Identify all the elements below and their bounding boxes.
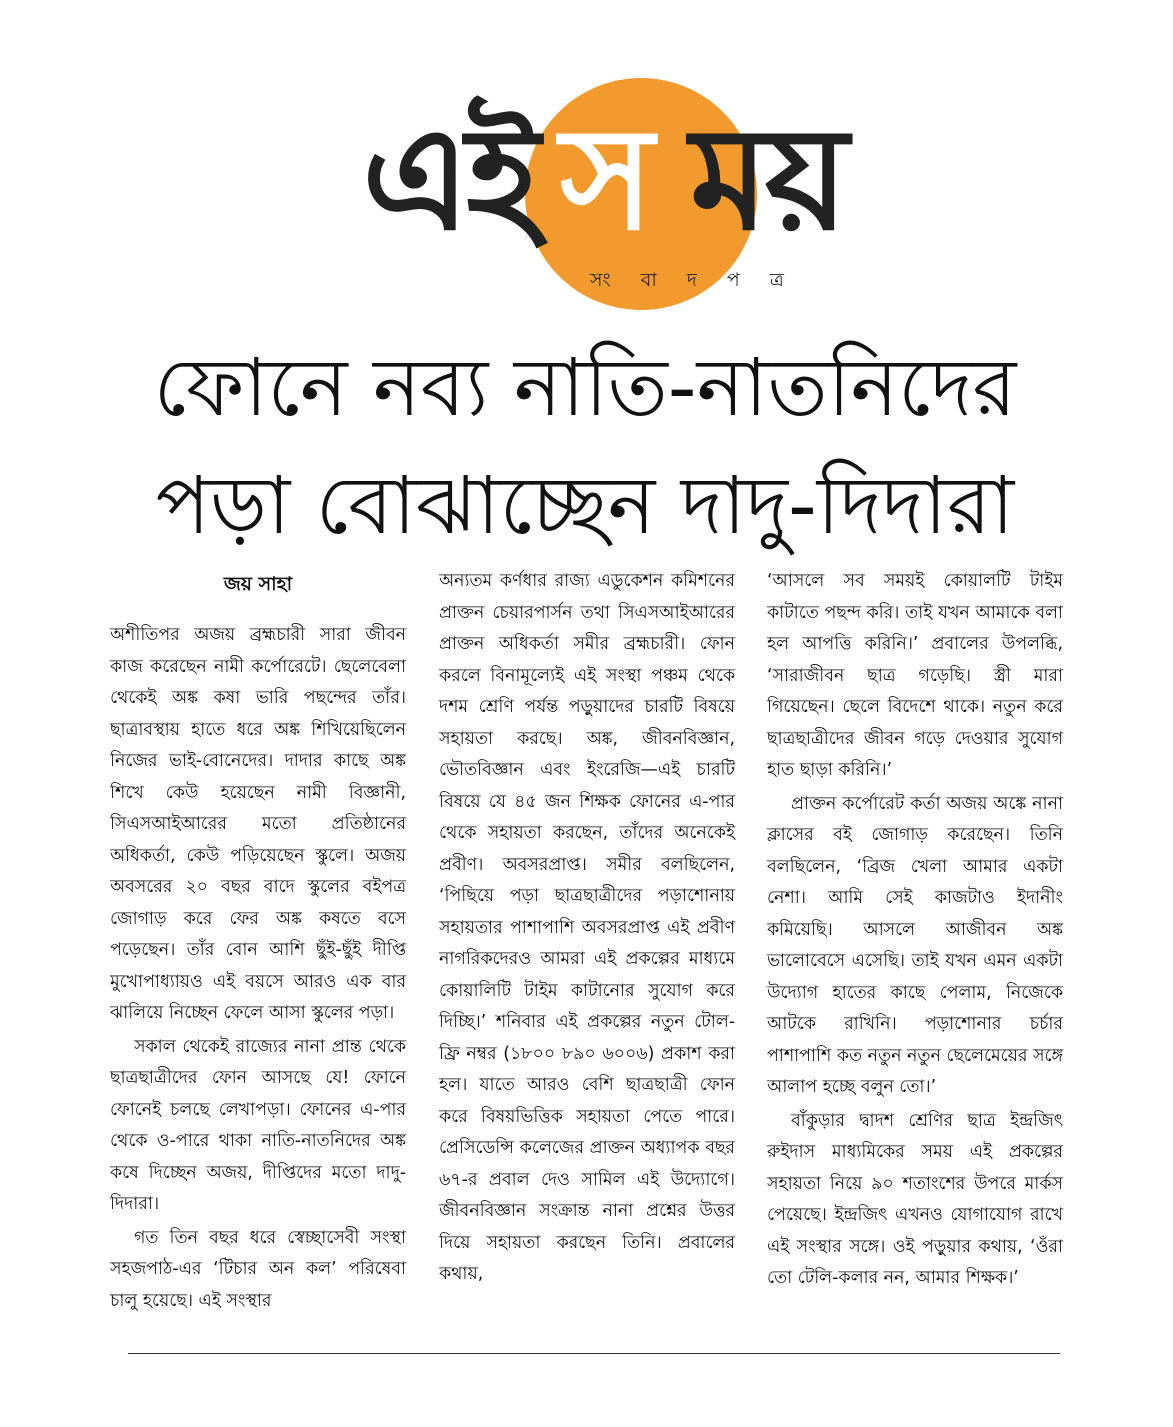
paragraph: অন্যতম কর্ণধার রাজ্য এডুকেশন কমিশনের প্রাক্তন চেয়ারপার্সন তথা সিএসআইআরের প্রাক্তন অধিকর্তা সমীর ব্রহ্মচারী। ফোন করলে বিনামূল্যেই এই সংস্থা পঞ্চম থেকে দশম শ্রেণি পর্যন্ত পড়ুয়াদের চারটি বিষয়ে সহায়তা করছে। অঙ্ক, জীবনবিজ্ঞান, ভৌতবিজ্ঞান এবং ইংরেজি—এই চারটি বিষয়ে যে ৪৫ জন শিক্ষক ফোনের এ-পার থেকে সহায়তা করছেন, তাঁদের অনেকেই প্রবীণ। অবসরপ্রাপ্ত। সমীর বলছিলেন, ‘পিছিয়ে পড়া ছাত্রছাত্রীদের পড়াশোনায় সহায়তার পাশাপাশি অবসরপ্রাপ্ত এই প্রবীণ নাগরিকদেরও আমরা এই প্রকল্পের মাধ্যমে কোয়ালিটি টাইম কাটানোর সুযোগ করে দিচ্ছি।’ শনিবার এই প্রকল্পের নতুন টোল-ফ্রি নম্বর (১৮০০ ৮৯০ ৬০০৬) প্রকাশ করা হল। যাতে আরও বেশি ছাত্রছাত্রী ফোন করে বিষয়ভিত্তিক সহায়তা পেতে পারে। প্রেসিডেন্সি কলেজের প্রাক্তন অধ্যাপক বছর ৬৭-র প্রবাল দেও সামিল এই উদ্যোগে। জীবনবিজ্ঞান সংক্রান্ত নানা প্রশ্নের উত্তর দিয়ে সহায়তা করছেন তিনি। প্রবালের কথায়, [439,571,735,1284]
logo-text-right: ময় [690,97,845,262]
logo-subtitle: সং বা দ প ত্র [590,269,796,291]
bottom-divider [128,1353,1060,1354]
headline-line-1: ফোনে নব্য নাতি-নাতনিদের [153,341,1017,434]
paragraph: অশীতিপর অজয় ব্রহ্মচারী সারা জীবন কাজ করেছেন নামী কর্পোরেটে। ছেলেবেলা থেকেই অঙ্ক কষা ভারি পছন্দের তাঁর। ছাত্রাবস্থায় হাতে ধরে অঙ্ক শিখিয়েছিলেন নিজের ভাই-বোনেদের। দাদার কাছে অঙ্ক শিখে কেউ হয়েছেন নামী বিজ্ঞানী, সিএসআইআরের মতো প্রতিষ্ঠানের অধিকর্তা, কেউ পড়িয়েছেন স্কুলে। অজয় অবসরের ২০ বছর বাদে স্কুলের বইপত্র জোগাড় করে ফের অঙ্ক কষতে বসে পড়েছেন। তাঁর বোন আশি ছুঁই-ছুঁই দীপ্তি মুখোপাধ্যায়ও এই বয়সে আরও এক বার ঝালিয়ে নিচ্ছেন ফেলে আসা স্কুলের পড়া। [110,625,406,1023]
masthead [0,0,1173,320]
logo-text-left: এই [362,97,536,262]
article-column-1 [110,566,406,1317]
logo-text-middle: স [560,97,654,262]
article-column-3 [767,566,1063,1295]
byline: জয় সাহা [223,573,293,595]
headline-line-2: পড়া বোঝাচ্ছেন দাদু-দিদারা [155,459,1015,552]
paragraph: গত তিন বছর ধরে স্বেচ্ছাসেবী সংস্থা সহজপাঠ-এর ‘টিচার অন কল’ পরিষেবা চালু হয়েছে। এই সংস্থার [110,1227,406,1311]
paragraph: বাঁকুড়ার দ্বাদশ শ্রেণির ছাত্র ইন্দ্রজিৎ রুইদাস মাধ্যমিকের সময় এই প্রকল্পের সহায়তা নিয়ে ৯০ শতাংশের উপরে মার্কস পেয়েছে। ইন্দ্রজিৎ এখনও যোগাযোগ রাখে এই সংস্থার সঙ্গে। ওই পড়ুয়ার কথায়, ‘ওঁরা তো টেলি-কলার নন, আমার শিক্ষক।’ [767,1110,1063,1288]
paragraph: সকাল থেকেই রাজ্যের নানা প্রান্ত থেকে ছাত্রছাত্রীদের ফোন আসছে যে! ফোনে ফোনেই চলছে লেখাপড়া। ফোনের এ-পার থেকে ও-পারে থাকা নাতি-নাতনিদের অঙ্ক কষে দিচ্ছেন অজয়, দীপ্তিদের মতো দাদু-দিদারা। [110,1036,406,1214]
article-column-2 [439,566,735,1291]
paragraph: ‘আসলে সব সময়ই কোয়ালটি টাইম কাটাতে পছন্দ করি। তাই যখন আমাকে বলা হল আপত্তি করিনি।’ প্রবালের উপলব্ধি, ‘সারাজীবন ছাত্র গড়েছি। স্ত্রী মারা গিয়েছেন। ছেলে বিদেশে থাকে। নতুন করে ছাত্রছাত্রীদের জীবন গড়ে দেওয়ার সুযোগ হাত ছাড়া করিনি।’ [767,571,1063,780]
paragraph: প্রাক্তন কর্পোরেট কর্তা অজয় অঙ্কে নানা ক্লাসের বই জোগাড় করেছেন। তিনি বলছিলেন, ‘ব্রিজ খেলা আমার একটা নেশা। আমি সেই কাজটাও ইদানীং কমিয়েছি। আসলে আজীবন অঙ্ক ভালোবেসে এসেছি। তাই যখন এমন একটা উদ্যোগ হাতের কাছে পেলাম, নিজেকে আটকে রাখিনি। পড়াশোনার চর্চার পাশাপাশি কত নতুন নতুন ছেলেমেয়ের সঙ্গে আলাপ হচ্ছে বলুন তো।’ [767,793,1063,1097]
